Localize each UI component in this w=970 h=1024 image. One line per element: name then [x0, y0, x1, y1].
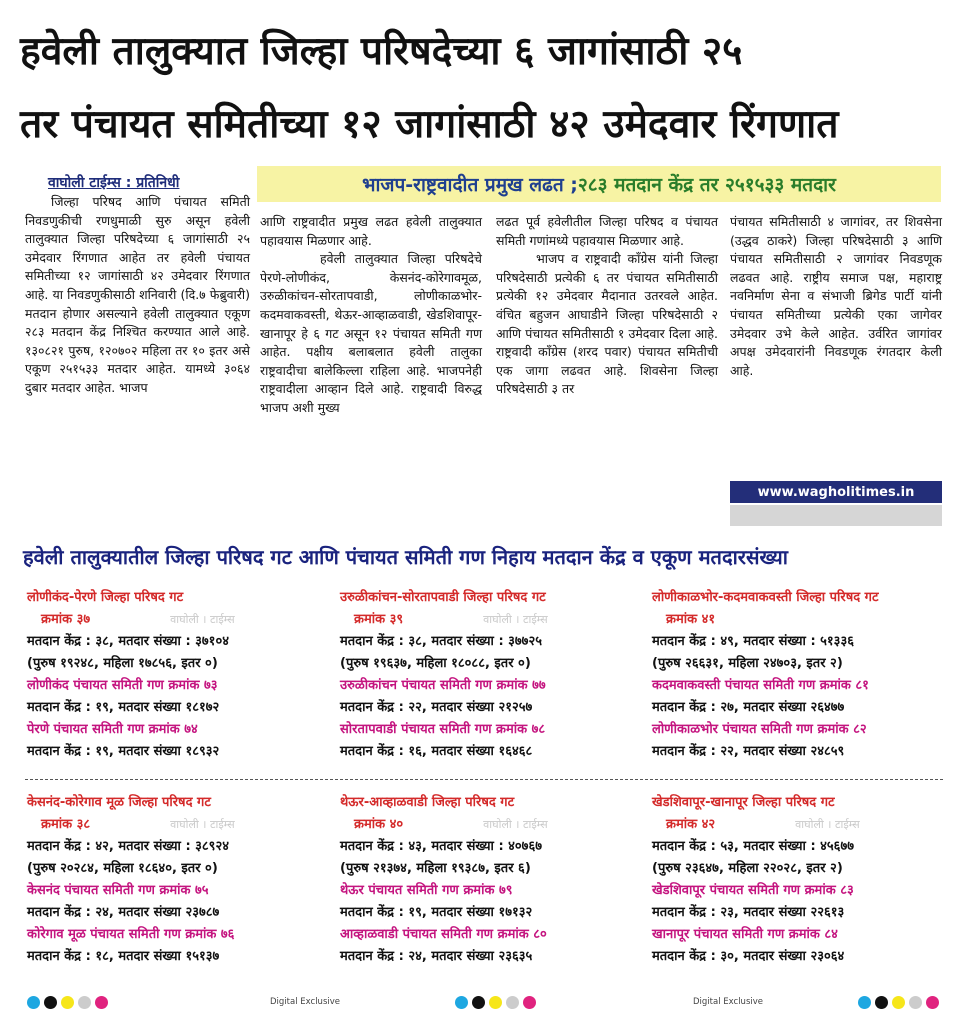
gan-title: आव्हाळवाडी पंचायत समिती गण क्रमांक ८० — [340, 927, 547, 942]
headline-line-2: तर पंचायत समितीच्या १२ जागांसाठी ४२ उमेदवार रिंगणात — [20, 102, 839, 147]
gray-dot — [78, 996, 91, 1009]
headline-line-1: हवेली तालुक्यात जिल्हा परिषदेच्या ६ जागांसाठी २५ — [20, 29, 743, 74]
gan-stats: मतदान केंद्र : १८, मतदार संख्या १५१३७ — [27, 949, 220, 964]
gan-title: कदमवाकवस्ती पंचायत समिती गण क्रमांक ८१ — [652, 678, 869, 693]
divider — [25, 779, 943, 780]
cyan-dot — [27, 996, 40, 1009]
gan-stats: मतदान केंद्र : २४, मतदार संख्या २३७८७ — [27, 905, 220, 920]
zp-block-lonikand-perne — [27, 587, 327, 763]
zp-title: लोणीकंद-पेरणे जिल्हा परिषद गट — [27, 590, 184, 605]
article-paragraph: आणि राष्ट्रवादीत प्रमुख लढत हवेली तालुक्यात पहावयास मिळणार आहे. — [260, 214, 482, 248]
gan-title: कोरेगाव मूळ पंचायत समिती गण क्रमांक ७६ — [27, 927, 235, 942]
article-paragraph: जिल्हा परिषद आणि पंचायत समिती निवडणुकीची रणधुमाळी सुरु असून हवेली तालुक्यात जिल्हा परिषदेच्या ६ जागांसाठी २५ उमेदवार रिंगणात आहेत तर हवेली पंचायत समितीच्या १२ जागांसाठी ४२ उमेदवार रिंगणात आहे. या निवडणुकीसाठी शनिवारी (दि.७ फेब्रुवारी) मतदान होणार असल्याने हवेली तालुक्यात एकूण २८३ मतदान केंद्र निश्चित करण्यात आले आहे. १३०८२१ पुरुष, १२०७०२ महिला तर १० इतर असे एकूण २५१५३३ मतदार आहेत. यामध्ये ३०६४ दुबार मतदार आहेत. भाजप — [25, 194, 250, 395]
zp-gender: (पुरुष २०२८४, महिला १८६४०, इतर ०) — [27, 861, 218, 876]
color-registration-marks — [858, 996, 939, 1010]
gan-title: लोणीकंद पंचायत समिती गण क्रमांक ७३ — [27, 678, 218, 693]
zp-number-text: क्रमांक ४१ — [666, 612, 716, 627]
black-dot — [472, 996, 485, 1009]
zp-stats: मतदान केंद्र : ४३, मतदार संख्या : ४०७६७ — [340, 839, 542, 854]
article-column-2 — [260, 213, 482, 418]
zp-block-lonikalbhor-kadamwakvasti — [652, 587, 952, 763]
gan-stats: मतदान केंद्र : २२, मतदार संख्या २४८५९ — [652, 744, 845, 759]
black-dot — [44, 996, 57, 1009]
gan-stats: मतदान केंद्र : २७, मतदार संख्या २६४७७ — [652, 700, 845, 715]
zp-block-uruli-soratapwadi — [340, 587, 640, 763]
zp-block-theur-avhalwadi — [340, 792, 640, 968]
magenta-dot — [523, 996, 536, 1009]
zp-number-text: क्रमांक ४२ — [666, 817, 716, 832]
gan-title: सोरतापवाडी पंचायत समिती गण क्रमांक ७८ — [340, 722, 546, 737]
zp-number — [27, 609, 327, 631]
gan-stats: मतदान केंद्र : ३०, मतदार संख्या २३०६४ — [652, 949, 845, 964]
zp-block-kesnand-koregaon — [27, 792, 327, 968]
watermark: वाघोली । टाईम्स — [170, 818, 235, 831]
zp-title: लोणीकाळभोर-कदमवाकवस्ती जिल्हा परिषद गट — [652, 590, 879, 605]
zp-title: उरुळीकांचन-सोरतापवाडी जिल्हा परिषद गट — [340, 590, 546, 605]
gan-title: खानापूर पंचायत समिती गण क्रमांक ८४ — [652, 927, 838, 942]
subhead-part-1: भाजप-राष्ट्रवादीत प्रमुख लढत ; — [362, 174, 578, 196]
article-paragraph: भाजप व राष्ट्रवादी काँग्रेस यांनी जिल्हा परिषदेसाठी प्रत्येकी ६ तर पंचायत समितीसाठी प्रत्येकी १२ उमेदवार मैदानात उतरवले आहेत. वंचित बहुजन आघाडीने जिल्हा परिषदेसाठी २ आणि पंचायत समितीसाठी १ उमेदवार दिला आहे. राष्ट्रवादी काँग्रेस (शरद पवार) पंचायत समितीची एक जागा लढवत आहे. शिवसेना जिल्हा परिषदेसाठी ३ तर — [496, 251, 718, 397]
yellow-dot — [61, 996, 74, 1009]
yellow-dot — [489, 996, 502, 1009]
website-link[interactable]: www.wagholitimes.in — [730, 481, 942, 503]
section-title: हवेली तालुक्यातील जिल्हा परिषद गट आणि पंचायत समिती गण निहाय मतदान केंद्र व एकूण मतदारसंख्या — [23, 545, 788, 569]
zp-title: खेडशिवापूर-खानापूर जिल्हा परिषद गट — [652, 795, 835, 810]
gray-dot — [909, 996, 922, 1009]
byline: वाघोली टाईम्स : प्रतिनिधी — [48, 175, 180, 191]
zp-stats: मतदान केंद्र : ३८, मतदार संख्या : ३७७२५ — [340, 634, 542, 649]
gray-bar — [730, 505, 942, 526]
gan-title: पेरणे पंचायत समिती गण क्रमांक ७४ — [27, 722, 198, 737]
color-registration-marks — [455, 996, 536, 1010]
watermark: वाघोली । टाईम्स — [795, 818, 860, 831]
watermark: वाघोली । टाईम्स — [483, 613, 548, 626]
footer-label: Digital Exclusive — [270, 997, 340, 1007]
black-dot — [875, 996, 888, 1009]
gan-stats: मतदान केंद्र : १९, मतदार संख्या १८१७२ — [27, 700, 220, 715]
magenta-dot — [926, 996, 939, 1009]
subhead-part-2: २८३ मतदान केंद्र तर २५१५३३ मतदार — [577, 174, 836, 196]
article-column-1 — [25, 193, 250, 398]
subheadline — [257, 166, 941, 202]
zp-number-text: क्रमांक ३७ — [41, 612, 91, 627]
gan-stats: मतदान केंद्र : १९, मतदार संख्या १७१३२ — [340, 905, 533, 920]
gan-title: उरुळीकांचन पंचायत समिती गण क्रमांक ७७ — [340, 678, 546, 693]
zp-number — [27, 814, 327, 836]
zp-gender: (पुरुष २३६४७, महिला २२०२८, इतर २) — [652, 861, 843, 876]
gan-stats: मतदान केंद्र : १९, मतदार संख्या १८९३२ — [27, 744, 220, 759]
zp-block-khedshivapur-khanapur — [652, 792, 952, 968]
zp-number — [652, 814, 952, 836]
zp-gender: (पुरुष १९२४८, महिला १७८५६, इतर ०) — [27, 656, 218, 671]
color-registration-marks — [27, 996, 108, 1010]
zp-number — [340, 609, 640, 631]
article-paragraph: हवेली तालुक्यात जिल्हा परिषदेचे पेरणे-लोणीकंद, केसनंद-कोरेगावमूळ, उरुळीकांचन-सोरतापवाडी, लोणीकाळभोर-कदमवाकवस्ती, थेऊर-आव्हाळवाडी, खेडशिवापूर-खानापूर हे ६ गट असून १२ पंचायत समिती गण आहेत. पक्षीय बलाबलात हवेली तालुका राष्ट्रवादीचा बालेकिल्ला राहिला आहे. भाजपनेही राष्ट्रवादीला आव्हान दिले आहे. राष्ट्रवादी विरुद्ध भाजप अशी मुख्य — [260, 251, 482, 415]
zp-stats: मतदान केंद्र : ३८, मतदार संख्या : ३७१०४ — [27, 634, 229, 649]
zp-number — [652, 609, 952, 631]
cyan-dot — [455, 996, 468, 1009]
zp-number — [340, 814, 640, 836]
article-column-3 — [496, 213, 718, 399]
watermark: वाघोली । टाईम्स — [170, 613, 235, 626]
gan-title: खेडशिवापूर पंचायत समिती गण क्रमांक ८३ — [652, 883, 854, 898]
zp-stats: मतदान केंद्र : ५३, मतदार संख्या : ४५६७७ — [652, 839, 854, 854]
cyan-dot — [858, 996, 871, 1009]
gan-stats: मतदान केंद्र : २४, मतदार संख्या २३६३५ — [340, 949, 533, 964]
article-column-4 — [730, 213, 942, 380]
zp-number-text: क्रमांक ४० — [354, 817, 404, 832]
zp-gender: (पुरुष १९६३७, महिला १८०८८, इतर ०) — [340, 656, 531, 671]
gray-dot — [506, 996, 519, 1009]
gan-stats: मतदान केंद्र : २२, मतदार संख्या २१२५७ — [340, 700, 533, 715]
gan-stats: मतदान केंद्र : १६, मतदार संख्या १६४६८ — [340, 744, 533, 759]
zp-gender: (पुरुष २६६३१, महिला २४७०३, इतर २) — [652, 656, 843, 671]
zp-stats: मतदान केंद्र : ४२, मतदार संख्या : ३८९२४ — [27, 839, 229, 854]
gan-title: लोणीकाळभोर पंचायत समिती गण क्रमांक ८२ — [652, 722, 867, 737]
zp-title: केसनंद-कोरेगाव मूळ जिल्हा परिषद गट — [27, 795, 211, 810]
zp-number-text: क्रमांक ३९ — [354, 612, 404, 627]
zp-number-text: क्रमांक ३८ — [41, 817, 91, 832]
gan-title: थेऊर पंचायत समिती गण क्रमांक ७९ — [340, 883, 513, 898]
watermark: वाघोली । टाईम्स — [483, 818, 548, 831]
gan-stats: मतदान केंद्र : २३, मतदार संख्या २२६१३ — [652, 905, 845, 920]
zp-stats: मतदान केंद्र : ४९, मतदार संख्या : ५१३३६ — [652, 634, 854, 649]
zp-title: थेऊर-आव्हाळवाडी जिल्हा परिषद गट — [340, 795, 515, 810]
article-paragraph: पंचायत समितीसाठी ४ जागांवर, तर शिवसेना (उद्धव ठाकरे) जिल्हा परिषदेसाठी ३ आणि पंचायत समितीसाठी २ जागांवर निवडणूक लढवत आहे. राष्ट्रीय समाज पक्ष, महाराष्ट्र नवनिर्माण सेना व संभाजी ब्रिगेड पार्टी यांनी पंचायत समितीच्या प्रत्येकी एका जागेवर उमेदवार उभे केले आहेत. उर्वरित जागांवर अपक्ष उमेदवारांनी निवडणूक रंगतदार केली आहे. — [730, 214, 942, 378]
yellow-dot — [892, 996, 905, 1009]
gan-title: केसनंद पंचायत समिती गण क्रमांक ७५ — [27, 883, 209, 898]
magenta-dot — [95, 996, 108, 1009]
footer-label: Digital Exclusive — [693, 997, 763, 1007]
zp-gender: (पुरुष २१३७४, महिला १९३८७, इतर ६) — [340, 861, 531, 876]
article-paragraph: लढत पूर्व हवेलीतील जिल्हा परिषद व पंचायत समिती गणांमध्ये पहावयास मिळणार आहे. — [496, 214, 718, 248]
